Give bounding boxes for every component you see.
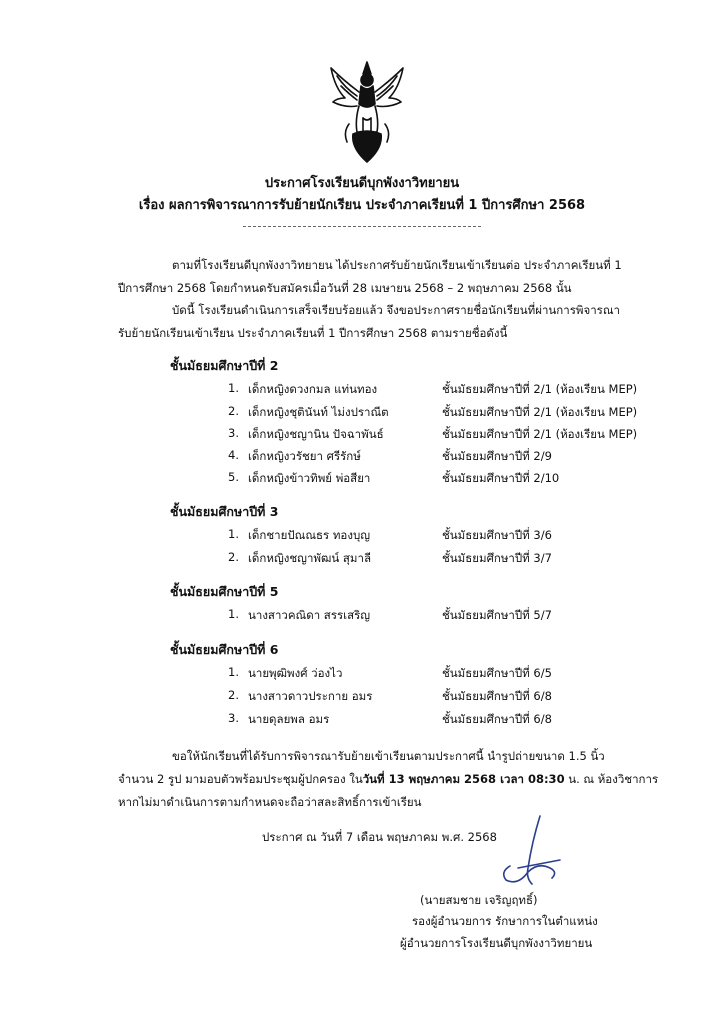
intro-line-3: บัดนี้ โรงเรียนดำเนินการเสร็จเรียบร้อยแล้ว จึงขอประกาศรายชื่อนักเรียนที่ผ่านการพิจารณา <box>172 303 620 317</box>
section-heading-m5: ชั้นมัธยมศึกษาปีที่ 5 <box>170 584 279 599</box>
intro-line-4: รับย้ายนักเรียนเข้าเรียน ประจำภาคเรียนที่ 1 ปีการศึกษา 2568 ตามรายชื่อดังนี้ <box>118 326 508 340</box>
signatory-name: (นายสมชาย เจริญฤทธิ์) <box>420 893 538 907</box>
intro-line-1: ตามที่โรงเรียนดีบุกพังงาวิทยายน ได้ประกาศรับย้ายนักเรียนเข้าเรียนต่อ ประจำภาคเรียนที่ 1 <box>172 258 622 272</box>
section-heading-m3: ชั้นมัธยมศึกษาปีที่ 3 <box>170 504 279 519</box>
section-heading-m2: ชั้นมัธยมศึกษาปีที่ 2 <box>170 358 279 373</box>
garuda-emblem-icon <box>327 58 407 166</box>
signatory-position-1: รองผู้อำนวยการ รักษาการในตำแหน่ง <box>412 914 598 928</box>
closing-line-1: ขอให้นักเรียนที่ได้รับการพิจารณารับย้ายเข้าเรียนตามประกาศนี้ นำรูปถ่ายขนาด 1.5 นิ้ว <box>172 749 605 763</box>
section-heading-m6: ชั้นมัธยมศึกษาปีที่ 6 <box>170 642 279 657</box>
signatory-position-2: ผู้อำนวยการโรงเรียนดีบุกพังงาวิทยายน <box>400 936 593 950</box>
intro-line-2: ปีการศึกษา 2568 โดยกำหนดรับสมัครเมื่อวันที่ 28 เมษายน 2568 – 2 พฤษภาคม 2568 นั้น <box>118 281 572 295</box>
report-datetime: วันที่ 13 พฤษภาคม 2568 เวลา 08:30 <box>362 772 565 786</box>
closing-line-2: จำนวน 2 รูป มามอบตัวพร้อมประชุมผู้ปกครอง ในวันที่ 13 พฤษภาคม 2568 เวลา 08:30 น. ณ ห้องวิชาการ <box>118 772 659 786</box>
closing-line-3: หากไม่มาดำเนินการตามกำหนดจะถือว่าสละสิทธิ์การเข้าเรียน <box>118 795 422 809</box>
signature-icon <box>488 812 568 892</box>
announcement-title: ประกาศโรงเรียนดีบุกพังงาวิทยายน <box>264 176 460 191</box>
announcement-subject: เรื่อง ผลการพิจารณาการรับย้ายนักเรียน ประจำภาคเรียนที่ 1 ปีการศึกษา 2568 <box>138 198 586 213</box>
announce-date: ประกาศ ณ วันที่ 7 เดือน พฤษภาคม พ.ศ. 2568 <box>262 830 497 844</box>
dashed-divider <box>243 226 481 227</box>
